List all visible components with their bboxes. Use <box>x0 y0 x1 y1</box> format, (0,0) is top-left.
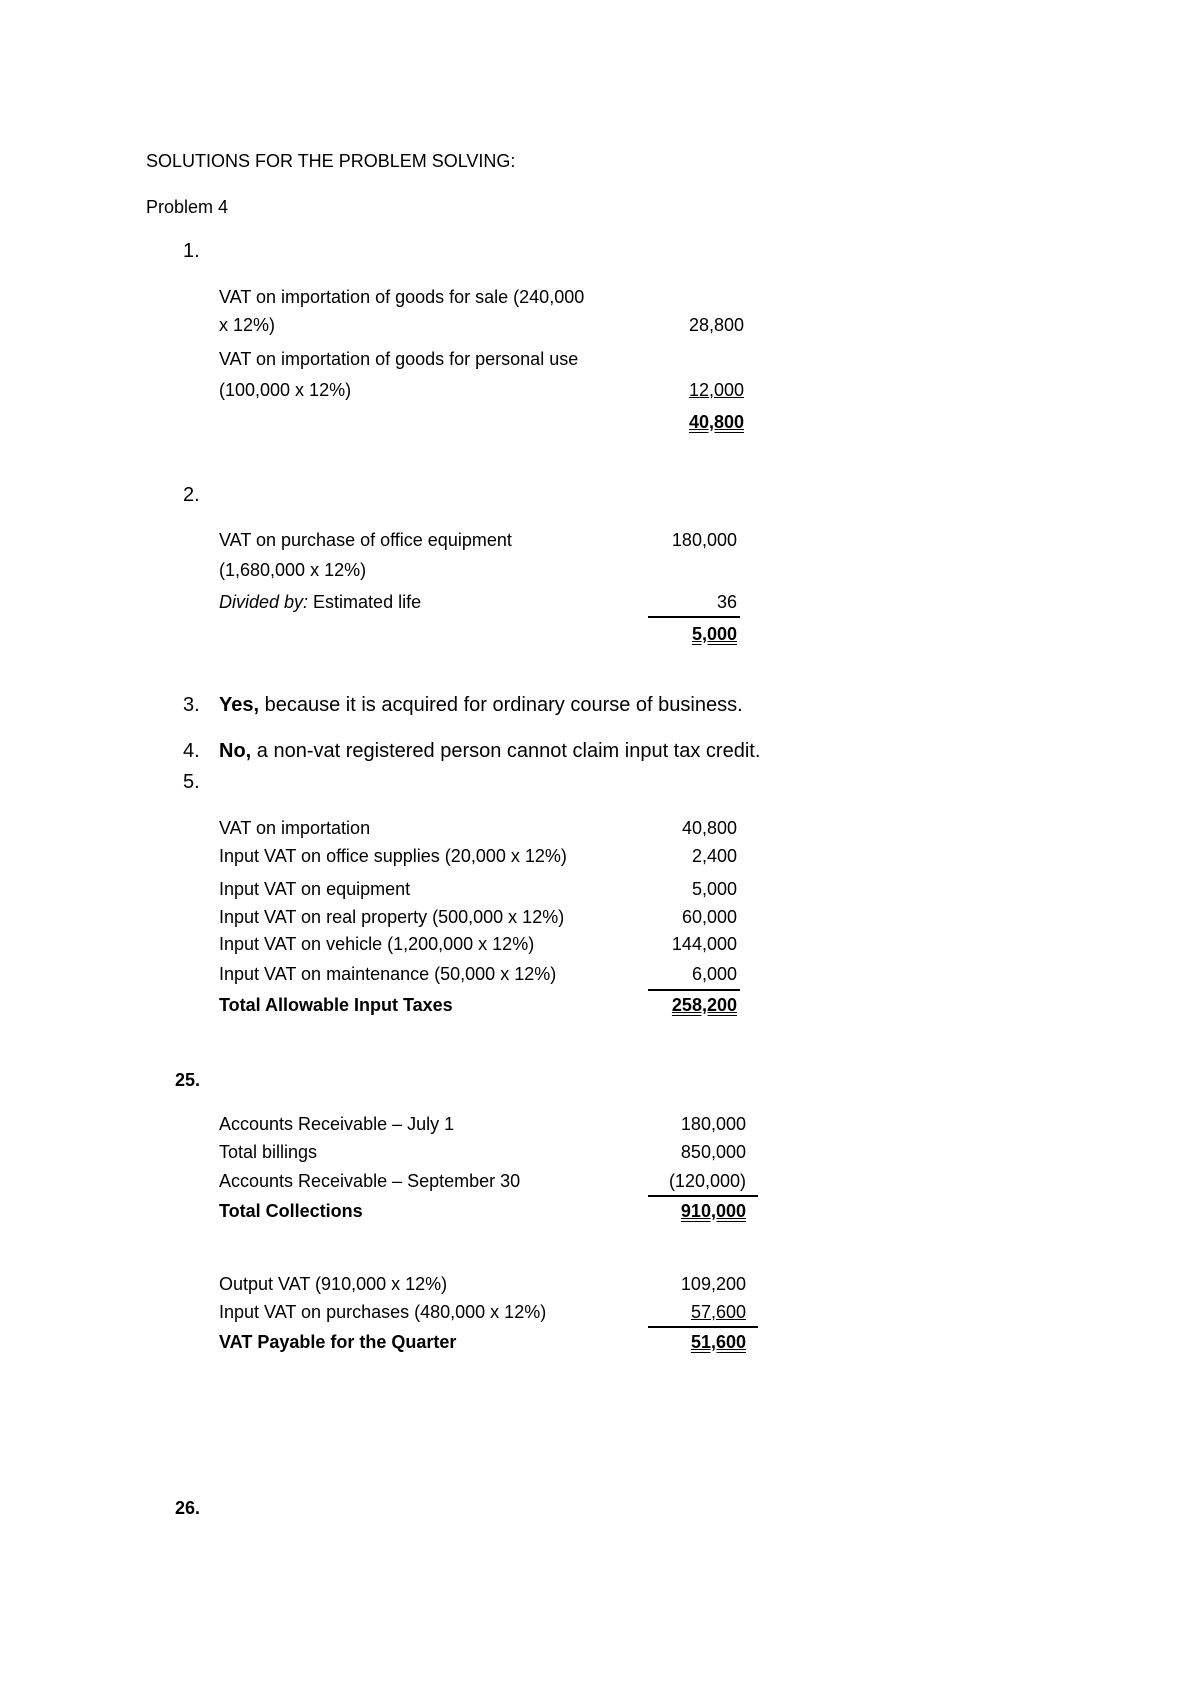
item-1-row1-value: 28,800 <box>688 315 744 335</box>
item-2-row1-line1: VAT on purchase of office equipment <box>219 530 512 550</box>
item-4-label: 4. <box>183 740 200 762</box>
item-5-row-value: 2,400 <box>691 846 737 866</box>
item-3-answer <box>219 694 743 716</box>
item-25-payable-label: VAT Payable for the Quarter <box>219 1332 457 1352</box>
item-25-vat-row-text: Input VAT on purchases (480,000 x 12%) <box>219 1302 547 1322</box>
item-4-answer-bold: No, <box>219 740 252 762</box>
item-1-total: 40,800 <box>688 412 744 432</box>
item-2-divided-text: Estimated life <box>308 592 422 612</box>
item-25-row-text: Accounts Receivable – September 30 <box>219 1171 521 1191</box>
item-25-row-value: 850,000 <box>680 1142 746 1162</box>
item-25-collections-label: Total Collections <box>219 1201 363 1221</box>
item-25-vat-row-value: 57,600 <box>690 1302 746 1322</box>
item-25-row-value: 180,000 <box>680 1114 746 1134</box>
item-5-row-text: Input VAT on vehicle (1,200,000 x 12%) <box>219 934 535 954</box>
item-5-row-text: Input VAT on maintenance (50,000 x 12%) <box>219 964 557 984</box>
item-1-label: 1. <box>183 240 200 262</box>
item-4-answer <box>219 740 760 762</box>
item-25-row-text: Accounts Receivable – July 1 <box>219 1114 455 1134</box>
page-heading: SOLUTIONS FOR THE PROBLEM SOLVING: <box>146 151 516 171</box>
item-2-divided-prefix: Divided by: <box>219 592 309 612</box>
item-25-collections-rule <box>648 1195 758 1197</box>
item-25-vat-row-value: 109,200 <box>680 1274 746 1294</box>
item-1-row2-line2: (100,000 x 12%) <box>219 380 352 400</box>
item-1-row1-line2: x 12%) <box>219 315 276 335</box>
item-5-row-text: Input VAT on real property (500,000 x 12%) <box>219 907 565 927</box>
item-5-row-value: 40,800 <box>681 818 737 838</box>
item-4-answer-rest: a non-vat registered person cannot claim input tax credit. <box>251 740 761 762</box>
item-25-row-value: (120,000) <box>668 1171 746 1191</box>
item-5-row-text: Input VAT on office supplies (20,000 x 12%) <box>219 846 567 866</box>
item-5-label: 5. <box>183 771 200 793</box>
item-26-label: 26. <box>175 1498 201 1518</box>
item-3-answer-rest: because it is acquired for ordinary course of business. <box>259 694 743 716</box>
item-5-row-text: Input VAT on equipment <box>219 879 411 899</box>
item-3-label: 3. <box>183 694 200 716</box>
item-2-row1-value: 180,000 <box>671 530 737 550</box>
item-5-total-label: Total Allowable Input Taxes <box>219 995 453 1015</box>
item-1-row2-line1: VAT on importation of goods for personal use <box>219 349 579 369</box>
item-25-payable-rule <box>648 1326 758 1328</box>
item-2-total: 5,000 <box>691 624 737 644</box>
item-25-vat-row-text: Output VAT (910,000 x 12%) <box>219 1274 448 1294</box>
item-5-total-rule <box>648 989 740 991</box>
item-2-divided-row <box>219 591 421 613</box>
item-25-row-text: Total billings <box>219 1142 318 1162</box>
item-2-divided-value: 36 <box>716 592 737 612</box>
item-5-row-value: 144,000 <box>671 934 737 954</box>
item-3-answer-bold: Yes, <box>219 694 260 716</box>
item-2-label: 2. <box>183 484 200 506</box>
item-1-row1-line1: VAT on importation of goods for sale (240,000 <box>219 287 585 307</box>
problem-title: Problem 4 <box>146 197 229 217</box>
item-1-row2-value: 12,000 <box>688 380 744 400</box>
item-2-row1-line2: (1,680,000 x 12%) <box>219 560 367 580</box>
item-5-row-text: VAT on importation <box>219 818 371 838</box>
item-5-row-value: 60,000 <box>681 907 737 927</box>
item-5-row-value: 5,000 <box>691 879 737 899</box>
item-25-label: 25. <box>175 1070 201 1090</box>
item-25-payable-value: 51,600 <box>690 1332 746 1352</box>
item-2-total-rule <box>648 616 740 618</box>
item-25-collections-value: 910,000 <box>680 1201 746 1221</box>
item-5-row-value: 6,000 <box>691 964 737 984</box>
item-5-total-value: 258,200 <box>671 995 737 1015</box>
